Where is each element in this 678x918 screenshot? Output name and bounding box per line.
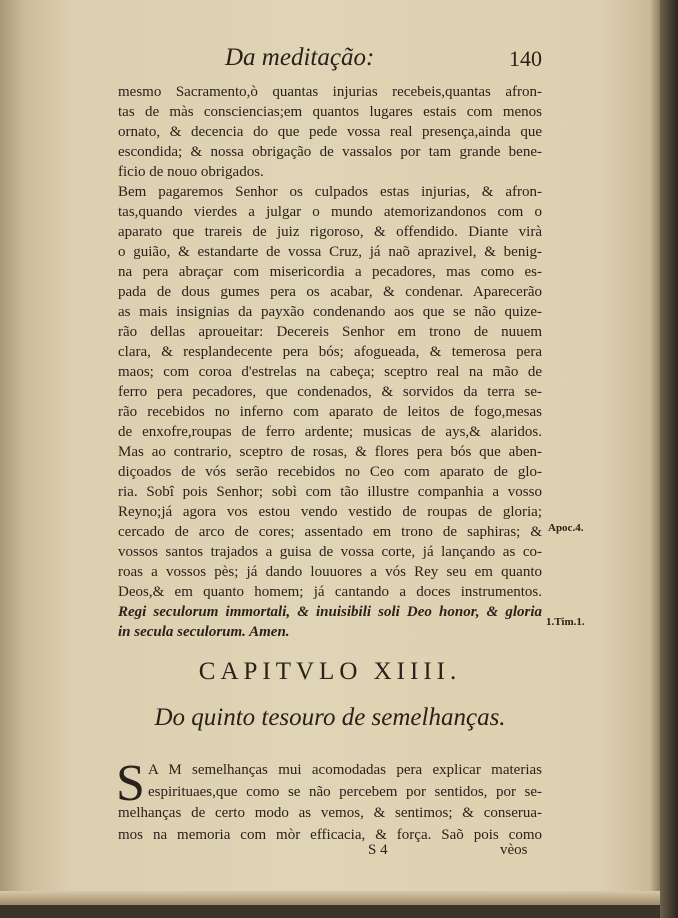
text-line: na pera abraçar com misericordia a pecadores, mas como es- [118, 264, 542, 280]
margin-note: 1.Tim.1. [546, 616, 585, 628]
text-line: rão recebidos no inferno com aparato de leitos de fogo,mesas [118, 404, 542, 420]
text-line: melhanças de certo modo as vemos, & sentimos; & conserua- [118, 805, 542, 821]
text-line: clara, & resplandecente pera bós; afogueada, & temerosa pera [118, 344, 542, 360]
chapter-title: CAPITVLO XIIII. [198, 658, 462, 685]
text-line: ornato, & decencia do que pede vossa real presença,ainda que [118, 124, 542, 140]
text-line: in secula seculorum. Amen. [118, 624, 290, 640]
text-line: de enxofre,roupas de ferro ardente; musicas de ays,& alaridos. [118, 424, 542, 440]
signature-mark: S 4 [368, 842, 388, 858]
text-line: escondida; & nossa obrigação de vassalos por tam grande bene- [118, 144, 542, 160]
text-line: roas a vossos pès; já dando louuores a vós Rey seu em quanto [118, 564, 542, 580]
text-line: ria. Sobî pois Senhor; sobì com tão illustre companhia a vosso [118, 484, 542, 500]
text-line: ficio de nouo obrigados. [118, 164, 264, 180]
page-edge [660, 0, 678, 918]
text-line: diçoados de vós serão recebidos no Ceo com aparato de glo- [118, 464, 542, 480]
text-line: vossos santos trajados a guisa de vossa corte, já lançando as co- [118, 544, 542, 560]
catchword: vèos [500, 842, 528, 858]
text-line: mesmo Sacramento,ò quantas injurias recebeis,quantas afron- [118, 84, 542, 100]
text-line: Regi seculorum immortali, & inuisibili soli Deo honor, & gloria [118, 604, 542, 620]
text-line: aparato que trareis de juiz rigoroso, & offendido. Diante virà [118, 224, 542, 240]
text-line: A M semelhanças mui acomodadas pera explicar materias [148, 762, 542, 778]
text-line: pada de dous gumes pera os acabar, & condenar. Aparecerão [118, 284, 542, 300]
text-line: rão dellas aproueitar: Decereis Senhor em trono de nuuem [118, 324, 542, 340]
text-line: o guião, & estandarte de vossa Cruz, já naõ aprazivel, & benig- [118, 244, 542, 260]
text-line: Bem pagaremos Senhor os culpados estas injurias, & afron- [118, 184, 542, 200]
running-title: Da meditação: [225, 44, 375, 71]
text-line: espirituaes,que como se não percebem por sentidos, por se- [148, 783, 542, 800]
text-line: maos; com coroa d'estrelas na cabeça; sceptro real na mão de [118, 364, 542, 380]
chapter-subtitle: Do quinto tesouro de semelhanças. [154, 704, 506, 731]
text-line: tas de màs consciencias;em quantos lugares estais com menos [118, 104, 542, 120]
text-line: cercado de arco de cores; assentado em trono de saphiras; & [118, 524, 542, 540]
text-line: Mas ao contrario, sceptro de rosas, & flores pera bós que aben- [118, 444, 542, 460]
text-line: mos na memoria com mòr efficacia, & força. Saõ pois como [118, 826, 542, 843]
page-header [118, 44, 542, 74]
text-line: tas,quando vierdes a julgar o mundo atemorizandonos com o [118, 204, 542, 220]
text-line: Deos,& em quanto homem; já cantando a doces instrumentos. [118, 584, 542, 600]
page-number: 140 [509, 46, 542, 71]
margin-note: Apoc.4. [548, 522, 584, 534]
text-line: as mais insignias da payxão condenando aos que se não quize- [118, 304, 542, 320]
drop-cap: S [116, 755, 145, 812]
text-line: Reyno;já agora vos estou vendo vestido de roupas de gloria; [118, 504, 542, 520]
text-line: ferro pera pecadores, que condenados, & sorvidos da terra se- [118, 384, 542, 400]
